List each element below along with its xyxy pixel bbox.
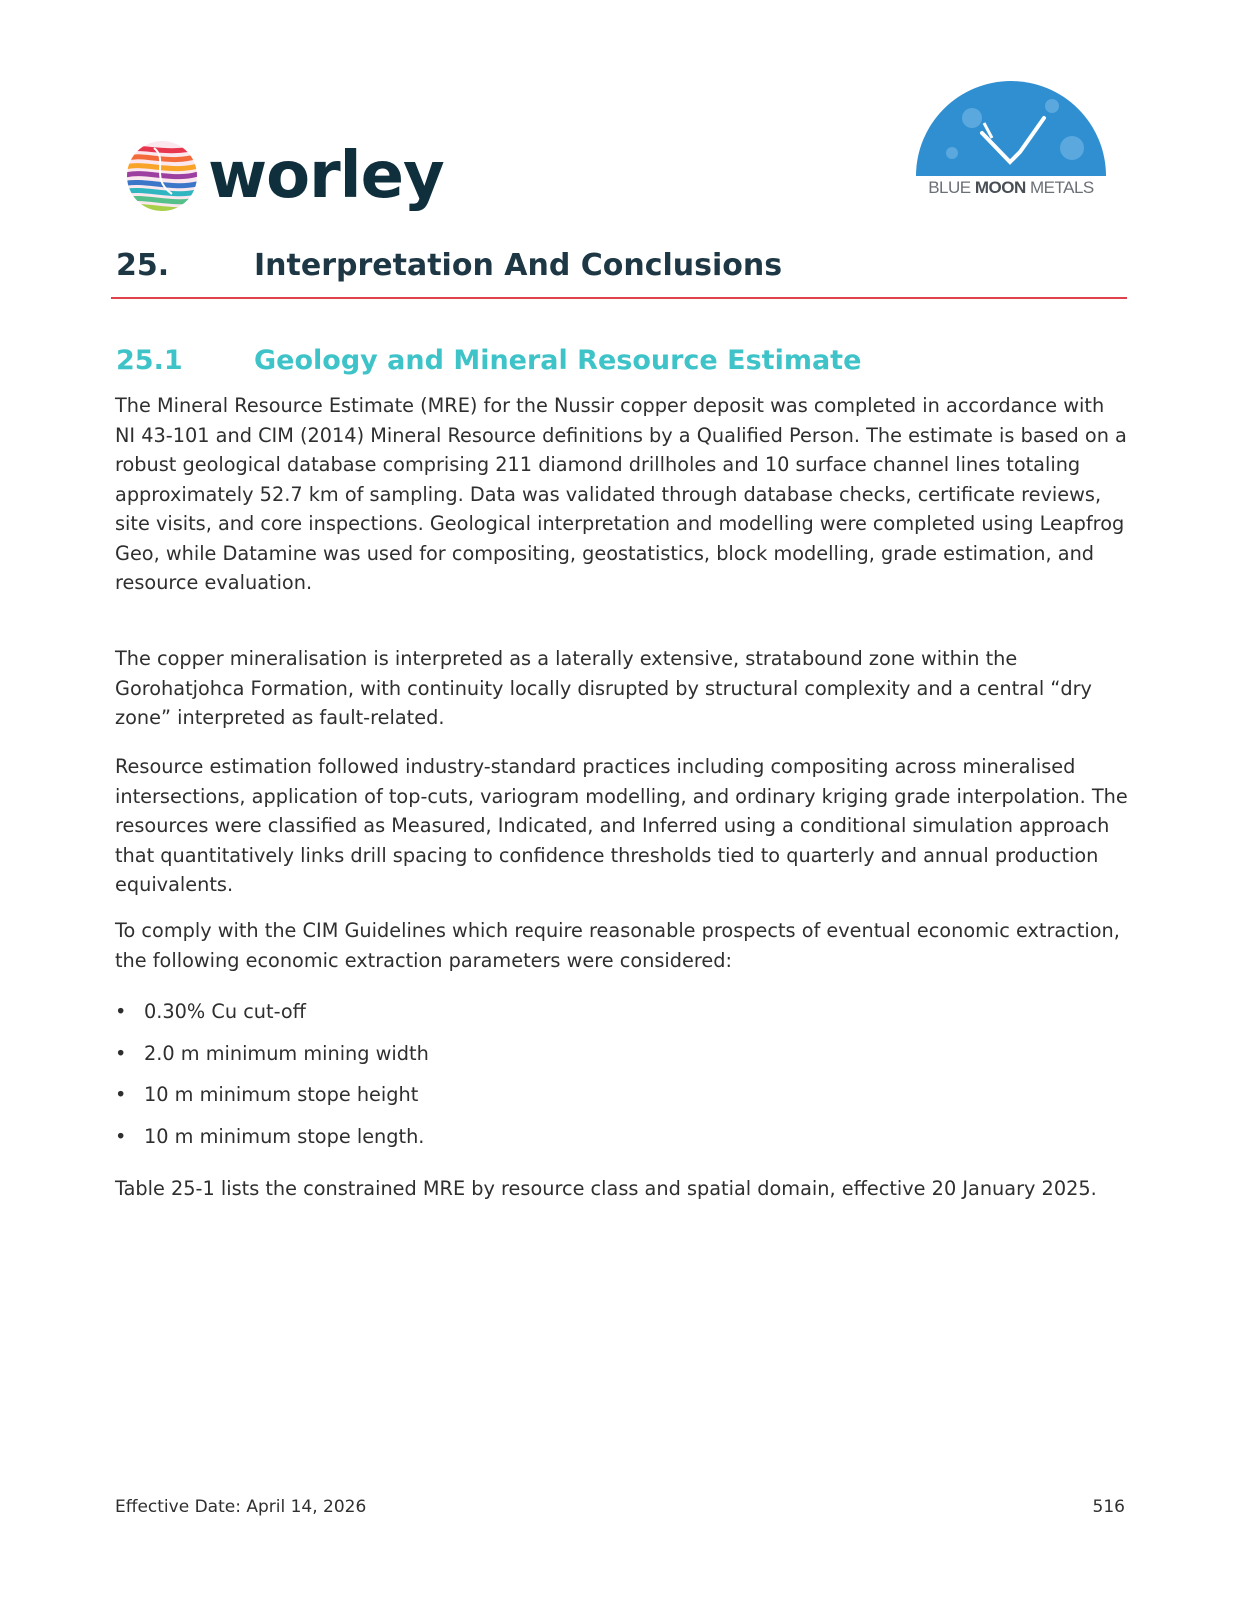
paragraph: The copper mineralisation is interpreted as a laterally extensive, stratabound zone within the Gorohatjohca Formation, with continuity locally disrupted by structural complexity and a central “dry zone” interpreted as fault-related. (115, 647, 1092, 729)
worley-logo (124, 136, 444, 216)
list-item: • 0.30% Cu cut-off (115, 997, 915, 1039)
parameter-list (115, 997, 915, 1163)
blue-moon-metals-wordmark: BLUE MOON METALS (928, 178, 1094, 197)
bullet-icon: • (115, 1124, 127, 1148)
paragraph: The Mineral Resource Estimate (MRE) for the Nussir copper deposit was completed in accordance with NI 43-101 and CIM (2014) Mineral Resource definitions by a Qualified Person. The estimate is based on a robust geological database comprising 211 diamond drillholes and 10 surface channel lines totaling approximately 52.7 km of sampling. Data was validated through database checks, certificate reviews, site visits, and core inspections. Geological interpretation and modelling were completed using Leapfrog Geo, while Datamine was used for compositing, geostatistics, block modelling, grade estimation, and resource evaluation. (115, 394, 1127, 594)
list-item: • 2.0 m minimum mining width (115, 1039, 915, 1081)
moon-icon (912, 78, 1110, 178)
section-number: 25. (116, 248, 170, 283)
worley-wordmark: worley (208, 139, 444, 213)
paragraph: To comply with the CIM Guidelines which require reasonable prospects of eventual economic extraction, the following economic extraction parameters were considered: (115, 919, 1120, 972)
list-item: • 10 m minimum stope length. (115, 1122, 915, 1164)
section-divider (111, 297, 1127, 299)
paragraph: Resource estimation followed industry-standard practices including compositing across mineralised intersections, application of top-cuts, variogram modelling, and ordinary kriging grade interpolation. The resources were classified as Measured, Indicated, and Inferred using a conditional simulation approach that quantitatively links drill spacing to confidence thresholds tied to quarterly and annual production equivalents. (115, 755, 1128, 896)
blue-moon-metals-logo (912, 78, 1110, 203)
subsection-heading (116, 345, 1126, 376)
worley-globe-icon (124, 138, 200, 214)
subsection-title: Geology and Mineral Resource Estimate (254, 345, 862, 376)
subsection-number: 25.1 (116, 345, 183, 376)
section-heading (116, 248, 1126, 283)
paragraph: Table 25-1 lists the constrained MRE by resource class and spatial domain, effective 20 January 2025. (115, 1177, 1097, 1200)
bullet-icon: • (115, 1083, 127, 1106)
section-title: Interpretation And Conclusions (254, 248, 783, 283)
effective-date: Effective Date: April 14, 2026 (115, 1497, 367, 1517)
page-number: 516 (1092, 1497, 1125, 1517)
bullet-icon: • (115, 1041, 127, 1065)
bullet-icon: • (115, 1000, 127, 1023)
list-item: • 10 m minimum stope height (115, 1080, 915, 1122)
